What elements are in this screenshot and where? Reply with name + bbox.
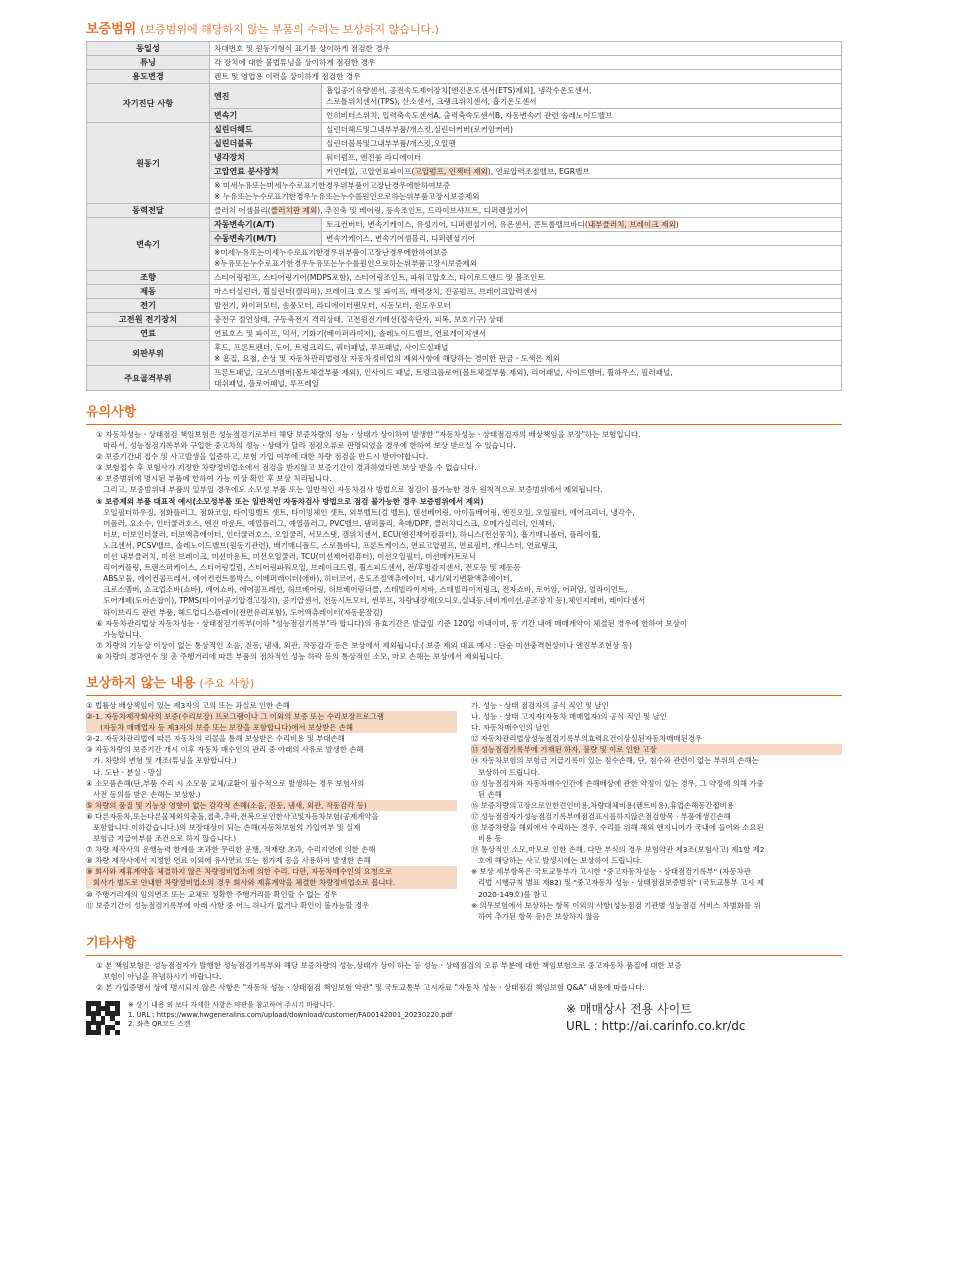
list-item: 하여 추가된 항목 등)은 보상하지 않음 xyxy=(471,911,600,921)
list-item: 나. 성능ㆍ상태 고지자(자동차 매매업자)의 공식 직인 및 날인 xyxy=(471,712,667,722)
list-item: 보상하여 드립니다. xyxy=(471,767,540,777)
list-item: ⑤ 차량의 품질 및 기능상 영향이 없는 감각적 손해(소음, 진동, 냄새, 외관, 작동감각 등) xyxy=(86,800,457,811)
list-item: ⑫ 자동차관리법상성능점검기록부의효력요건이상실된자동차매매된경우 xyxy=(471,734,703,744)
list-item: (자동차 매매업자 등 제3자의 보증 또는 보장을 포함합니다)에서 보상받은 손해 xyxy=(86,722,457,733)
other-list xyxy=(86,960,842,993)
other-title: 기타사항 xyxy=(86,935,137,951)
list-item: 머플러, 요소수, 인터쿨러호스, 엔진 마운트, 예열플러그, 예열플러그, PVC밸브, 댐퍼풀리, 촉매/DPF, 클러치디스크, 오메가실리더, 인젝터, xyxy=(96,518,555,528)
divider xyxy=(86,955,842,956)
table-row: 변속기 자동변속기(A/T) 토크컨버터, 변속기케이스, 유성기어, 디퍼렌셜기어, 유온센서, 콘트롤밸브바디(내부클러치, 브레이크 제외) xyxy=(87,218,842,232)
list-item: 보험금 지급여부를 조건으로 하지 않습니다.) xyxy=(86,834,237,844)
list-item: 가. 성능ㆍ상태 점검자의 공식 직인 및 날인 xyxy=(471,700,609,710)
divider xyxy=(86,424,842,425)
list-item: ⑧ 차량의 경과연수 및 총 주행거리에 따른 부품의 점차적인 성능 하락 등의 통상적인 소모, 마모 손해는 보상에서 제외됩니다. xyxy=(96,651,504,661)
list-item: 도어개폐(도어손잡이), TPMS(타이어공기압경고장치), 공기압센서, 전동시트모터, 썬루프, 차량내장재(오디오,실내등,네비게이션,공조장치 등),체인지레버, 레이다센서 xyxy=(96,596,646,606)
table-row: 고전원 전기장치 충전구 절연상태, 구동축전지 격리상태, 고전원전기배선(접속단자, 피복, 보호기구) 상태 xyxy=(87,313,842,327)
table-row: 전기 발전기, 와이퍼모터, 송풍모터, 라디에이터팬모터, 시동모터, 윈도우모터 xyxy=(87,299,842,313)
table-row: 냉각장치 워터펌프, 엔진룸 라디에이터 xyxy=(87,151,842,165)
table-row: 용도변경 렌트 및 영업용 이력을 상이하게 점검한 경우 xyxy=(87,70,842,84)
table-row: 실린더블록 실린더블록및그내부부품/개스킷,오일팬 xyxy=(87,137,842,151)
list-item: ⑰ 성능점검자가성능점검기록부에점검표시를하지않은점검항목ㆍ부품에생긴손해 xyxy=(471,811,731,821)
list-item: 비용 등 xyxy=(471,834,502,844)
scope-title: 보증범위 (보증범위에 해당하지 않는 부품의 수리는 보상하지 않습니다.) xyxy=(86,22,439,37)
list-item: ⑲ 통상적인 소모,마모로 인한 손해, 다만 부식의 경우 보험약관 제3조(보험사고) 제1항 제2 xyxy=(471,845,765,855)
list-item: 크로스멤버, 쇼크업소바(쇼바), 에어쇼바, 에어콤프레션, 허브베어링, 허브베어링너클, 스테빌라이저바, 스테빌라이저링크, 전자쇼바, 로어암, 어퍼암, 얼라이먼트, xyxy=(96,585,628,595)
footer xyxy=(86,1001,842,1035)
list-item: ① 본 책임보험은 성능점검자가 발행한 성능점검기록부와 해당 보증차량의 성능,상태가 상이 하는 등 성능ㆍ상태점검의 오류 부분에 대한 책임보험으로 중고자동차 품질에 대한 보증 xyxy=(96,960,682,970)
list-item: ⑥ 자동차관리법상 자동차성능ㆍ상태점검기록부(이하 "성능점검기록부"라 합니다)의 유효기간은 발급일 기준 120일 이내이며, 동 기간 내에 매매계약이 체결된 경우에 한하여 보상이 xyxy=(96,618,688,628)
table-row: 연료 연료호스 및 파이프, 믹서, 기화기(베이퍼라이저), 솔레노이드밸브, 연료게이지센서 xyxy=(87,327,842,341)
list-item: ⑨ 회사와 제휴계약을 체결하지 않은 차량정비업소에 의한 수리. 다만, 자동차매수인의 요청으로 xyxy=(86,866,457,877)
list-item: ⑧ 차량 제작사에서 지정한 연료 이외에 유사연료 또는 첨가제 등을 사용하여 발생한 손해 xyxy=(86,856,371,866)
table-row: 동력전달 클러치 어셈블리(클러치판 제외), 추진축 및 베어링, 등속조인트, 드라이브샤프트, 디퍼렌셜기어 xyxy=(87,204,842,218)
list-item: ① 법률상 배상책임이 있는 제3자의 고의 또는 과실로 인한 손해 xyxy=(86,700,290,710)
list-item: 포함합니다.이하같습니다.)의 보장대상이 되는 손해(자동차보험의 가입여부 및 실제 xyxy=(86,823,361,832)
list-item: 호에 해당하는 사고 발생시에는 보상하여 드립니다. xyxy=(471,856,643,866)
table-row: 제동 마스터실린더, 휠실린더(캘리퍼), 브레이크 호스 및 파이프, 배력장치, 진공펌프, 브레이크압력센서 xyxy=(87,285,842,299)
list-item: ② 보증기간내 접수 및 사고발생을 입증하고, 보험 가입 여부에 대한 차량 점검을 반드시 받아야합니다. xyxy=(96,452,429,462)
list-item: ⑥ 다른자동차,또는다른물체와의충돌,접촉,추락,전복으로인한사고및자동차보험(공제계약을 xyxy=(86,811,379,821)
list-item: 2020-149호)를 참고 xyxy=(471,889,548,899)
list-item: ④ 소모품손해(단,부품 수리 시 소모품 교체/교환이 필수적으로 발생하는 경우 보험사의 xyxy=(86,778,365,788)
list-item: ⑩ 주행거리계의 임의변조 또는 교체로 정확한 주행거리를 확인할 수 없는 경우 xyxy=(86,889,338,899)
list-item: 가능합니다. xyxy=(96,629,142,639)
caution-list xyxy=(86,429,842,662)
caution-title: 유의사항 xyxy=(86,405,137,420)
table-row: 수동변속기(M/T) 변속기케이스, 변속기어셈블리, 디퍼렌셜기어 xyxy=(87,232,842,246)
list-item: 리어커플링, 트랜스퍼케이스, 스티어링컬럼, 스티어링파워오일, 브레이크드럼, 휠스피드센서, 전/후방감지센서, 전도등 및 제동등 xyxy=(96,563,521,573)
noncomp-title: 보상하지 않는 내용 (주요 사항) xyxy=(86,675,255,691)
noncomp-right-column xyxy=(471,700,842,922)
list-item: ⑤ 보증제외 부품 대표적 예시(소모성부품 또는 일반적인 자동차검사 방법으로 점검 불가능한 경우 보증범위에서 제외) xyxy=(96,496,484,506)
list-item: ⑪ 보증기간이 성능점검기록부에 아래 사항 중 어느 하나가 없거나 확인이 불가능할 경우 xyxy=(86,900,370,910)
qr-code-icon[interactable] xyxy=(86,1001,120,1035)
list-item: 터보, 터보인터쿨러, 터보액츄에이터, 인터쿨러호스, 오일쿨러, 서모스탯, 캠위치센서, ECU(엔진제어컴퓨터), 하니스(전선뭉치), 흡기매니폴더, 플라이휠, xyxy=(96,529,601,539)
list-item: ⑦ 차량 제작사의 운행능력 한계를 초과한 무리한 운행, 적재량 초과, 수리지연에 의한 손해 xyxy=(86,845,376,855)
list-item: 미션 내부클러치, 미션 브레이크, 미션마운트, 미션오일쿨러, TCU(미션제어컴퓨터), 미션오일필터, 미션메카트로닉 xyxy=(96,552,477,562)
noncomp-left-column xyxy=(86,700,457,922)
noncomp-columns xyxy=(86,700,842,922)
pdf-link[interactable]: 1. URL : https://www.hwgeneralins.com/upload/download/customer/FA00142001_20230220.pdf xyxy=(128,1010,453,1019)
table-row: 튜닝 각 장치에 대한 불법튜닝을 상이하게 점검한 경우 xyxy=(87,56,842,70)
list-item: ※ 의무보험에서 보상하는 항목 이외의 사항(성능점검 기관별 성능점검 서비스 차별화를 위 xyxy=(471,900,761,910)
table-row: ※미세누유또는미세누수로표기한경우위부품이고장난경우에한하여보증 ※누유또는누수로표기한경우누유또는누수를원인으로하는위부품고장시보증제외 xyxy=(87,246,842,271)
table-row: 원동기 실린더헤드 실린더헤드및그내부부품/개스킷,실린더커버(로커암커버) xyxy=(87,123,842,137)
dealer-site: ※ 매매상사 전용 사이트 URL : http://ai.carinfo.co.kr/dc xyxy=(566,1002,746,1034)
table-row: 외판부위 후드, 프론트펜더, 도어, 트렁크리드, 쿼터패널, 루프패널, 사이드실패널 ※ 흠집, 요철, 손상 및 자동차관리법령상 자동차정비업의 제외사항에 해당하는 경미한 판금ㆍ도색은 제외 xyxy=(87,341,842,366)
warranty-scope-table xyxy=(86,41,842,391)
list-item: ① 자동차성능ㆍ상태점검 책임보험은 성능점검기로부터 해당 보증차량의 성능ㆍ상태가 상이하여 발생한 "자동차성능ㆍ상태점검자의 배상책임을 보장"하는 보험입니다. xyxy=(96,430,641,439)
table-row: ※ 미세누유또는미세누수로표기한경우위부품이고장난경우에한하여보증 ※ 누유또는누수로표기한경우누유또는누수를원인으로하는위부품고장시보증제외 xyxy=(87,179,842,204)
list-item: ④ 보증범위에 명시된 부품에 한하여 가능 이상 확인 후 보상 처리됩니다. xyxy=(96,474,332,484)
list-item: 된 손해 xyxy=(471,789,502,799)
list-item: 하이브리드 관련 부품, 헤드업디스플레이(전면유리포함), 도어액츄레이터(자동문잠김) xyxy=(96,607,383,617)
list-item: 보험이 아님을 유념하시기 바랍니다. xyxy=(96,971,222,981)
list-item: ② 본 가입증명서 상에 명시되지 않은 사항은 "자동차 성능ㆍ상태점검 책임보험 약관" 및 국토교통부 고시자료 "자동차 성능ㆍ상태점검 책임보험 Q&A" 내용에 따릅니다. xyxy=(96,983,645,993)
table-row: 동일성 차대번호 및 원동기형식 표기를 상이하게 점검한 경우 xyxy=(87,42,842,56)
list-item: 리법 시행규칙 별표 제82) 및 "중고자동차 성능ㆍ상태점검보증범위" (국토교통부 고시 제 xyxy=(471,878,764,888)
table-row: 자기진단 사항 엔진 흡입공기유량센서, 공전속도제어장치[엔진온도센서(ETS)제외], 냉각수온도센서, 스로틀위치센서(TPS), 산소센서, 크랭크위치센서, 흡기온도센서 xyxy=(87,84,842,109)
list-item: ⑯ 보증차량의고장으로인한견인비용,차량대체비용(렌트비용),휴업손해등간접비용 xyxy=(471,800,734,810)
list-item: ※ 보상 세부항목은 국토교통부가 고시한 "중고자동차성능ㆍ상태점검기록부" (자동차관 xyxy=(471,867,751,877)
list-item: ⑮ 성능점검자와 자동차매수인간에 손해배상에 관한 약정이 있는 경우, 그 약정에 의해 가중 xyxy=(471,778,764,788)
list-item: 오일필터하우징, 점화플러그, 점화코일, 타이밍벨트 셋트, 타이밍체인 셋트, 외부벨트(걸 벨트), 텐션베어링, 아이들베어링, 엔진오일, 오일필터, 에어크리너, 냉각수, xyxy=(96,507,635,517)
list-item: ⑭ 자동차보험의 보험금 지급기록이 있는 침수손해, 단, 침수와 관련이 없는 부위의 손해는 xyxy=(471,756,759,766)
list-item: 다. 자동차매수인의 날인 xyxy=(471,723,550,733)
list-item: ⑱ 보증차량을 해외에서 수리하는 경우, 수리를 위해 해외 엔지니어가 국내에 들어와 소요된 xyxy=(471,823,764,832)
list-item: 노크센서, PCSV밸브, 솔레노이드밸브(원동기관련), 배기매니폴드, 스로틀바디, 프론트케이스, 연료고압펌프, 연료필터, 캐니스터, 연료탱크, xyxy=(96,540,558,550)
list-item: ③ 자동차량의 보증기간 개시 이후 자동차 매수인의 관리 중 아래의 사유로 발생한 손해 xyxy=(86,745,364,755)
list-item: ⑦ 차량의 기능상 이상이 없는 통상적인 소음, 진동, 냄새, 외관, 작동감각 등은 보상에서 제외됩니다.( 보증 제외 대표 예시 : 단순 미션충격현상이나 엔진부조현상 등) xyxy=(96,640,632,650)
list-item: 가. 차량의 변형 및 개조(튜닝을 포함합니다.) xyxy=(86,756,237,766)
list-item: ③ 보험접수 후 보험사가 지정한 차량정비업소에서 점검을 받지않고 보증기간이 경과하였다면 보상 받을 수 없습니다. xyxy=(96,463,477,473)
list-item: 따라서, 성능점검기록부와 구입한 중고차의 성능ㆍ상태가 달라 점검오류로 판명되었을 경우에 한하여 보상 받으실 수 있습니다. xyxy=(96,441,516,451)
list-item: 사전 동의를 받은 손해는 보상함.) xyxy=(86,789,201,799)
table-row: 조향 스티어링펌프, 스티어링기어(MDPS포함), 스티어링조인트, 파워고압호스, 타이로드엔드 및 볼조인트 xyxy=(87,271,842,285)
list-item: ABS모듈, 에어컨콤프레서, 에어컨컨트롤박스, 이베퍼레이터(에바), 히터코어, 온도조절액츄에이터, 내기/외기변환액츄에이터, xyxy=(96,574,513,584)
table-row: 주요골격부위 프론트패널, 크로스멤버(볼트체결부품 제외), 인사이드 패널, 트렁크플로어(볼트체결부품 제외), 리어패널, 사이드멤버, 휠하우스, 필러패널, 대쉬패널, 플로어패널, 루프레일 xyxy=(87,366,842,391)
list-item: 회사가 별도로 안내한 차량정비업소의 경우 회사와 제휴계약을 체결한 차량정비업소로 봅니다. xyxy=(86,877,457,888)
dealer-site-link[interactable]: URL : http://ai.carinfo.co.kr/dc xyxy=(566,1019,746,1034)
table-row: 변속기 인히비터스위치, 입력축속도센서A, 출력축속도센서B, 자동변속기 관련 솔레노이드밸브 xyxy=(87,109,842,123)
list-item: 그리고, 보증범위내 부품의 일부일 경우에도 소모성 부품 또는 일반적인 자동차검사 방법으로 점검이 불가능한 경우 원칙적으로 보증범위에서 제외됩니다. xyxy=(96,485,603,495)
list-item: 나. 도난ㆍ분실ㆍ망실 xyxy=(86,767,163,777)
list-item: ②-1. 자동차제작회사의 보증(수리보장) 프로그램이나 그 이외의 보증 또는 수리보장프로그램 xyxy=(86,711,457,722)
list-item: ⑬ 성능점검기록부에 기재된 하자, 불량 및 이로 인한 고장 xyxy=(471,744,842,755)
table-row: 고압연료 분사장치 커먼레일, 고압연료파이프(고압펌프, 인젝터 제외), 연료압력조절밸브, EGR밸브 xyxy=(87,165,842,179)
list-item: ②-2. 자동차관리법에 따른 자동차의 리콜을 통해 보상받은 수리비용 및 부대손해 xyxy=(86,734,345,744)
divider xyxy=(86,695,842,696)
footer-notes: ※ 상기 내용 외 보다 자세한 사항은 약관을 참고하여 주시기 바랍니다. 1. URL : https://www.hwgeneralins.com/upload/download/customer/FA00142001_20230220.pdf 2. 좌측 QR코드 스캔 xyxy=(128,1001,528,1030)
